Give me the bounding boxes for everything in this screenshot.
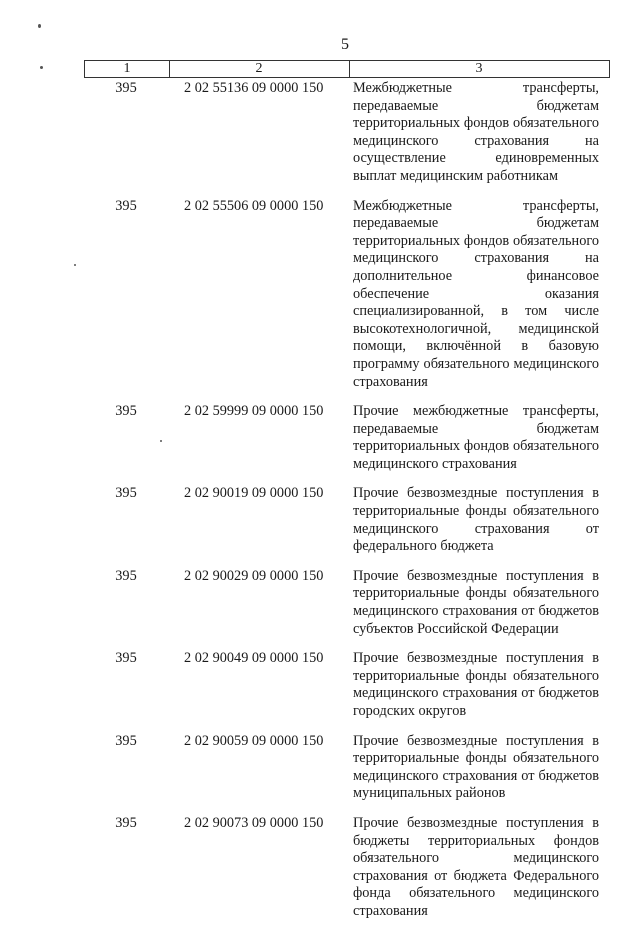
admin-code: 395: [115, 197, 137, 214]
table-row: [84, 80, 608, 186]
header-col-2: 2: [255, 61, 263, 76]
budget-classification-code: 2 02 90059 09 0000 150: [184, 732, 324, 749]
revenue-name: Прочие безвозмездные поступления в бюджеты территориальных фондов обязательного медицинского страхования от бюджета Федерального фонда обязательного медицинского страхования: [353, 814, 599, 919]
admin-code: 395: [115, 567, 137, 584]
revenue-name: Межбюджетные трансферты, передаваемые бюджетам территориальных фондов обязательного медицинского страхования на осуществление единовременных выплат медицинским работникам: [353, 80, 599, 184]
budget-classification-code: 2 02 90049 09 0000 150: [184, 650, 324, 667]
header-col-1: 1: [123, 61, 131, 76]
table-row: [84, 485, 608, 555]
revenue-name: Прочие безвозмездные поступления в территориальные фонды обязательного медицинского страхования от бюджетов субъектов Российской Федерации: [353, 567, 599, 637]
admin-code: 395: [115, 403, 137, 420]
table-row: [84, 733, 608, 803]
table-body: [84, 80, 608, 933]
budget-classification-code: 2 02 55136 09 0000 150: [184, 80, 324, 96]
table-row: [84, 198, 608, 392]
scan-speck: [40, 66, 43, 69]
admin-code: 395: [115, 485, 137, 502]
scan-speck: [38, 24, 41, 28]
table-row: [84, 403, 608, 473]
table-header-row: [84, 60, 610, 78]
revenue-name: Прочие безвозмездные поступления в территориальные фонды обязательного медицинского страхования от бюджетов муниципальных районов: [353, 732, 599, 802]
budget-classification-code: 2 02 90029 09 0000 150: [184, 567, 324, 584]
admin-code: 395: [115, 814, 137, 831]
budget-classification-code: 2 02 59999 09 0000 150: [184, 403, 324, 420]
budget-classification-code: 2 02 90019 09 0000 150: [184, 485, 324, 502]
revenue-name: Прочие межбюджетные трансферты, передаваемые бюджетам территориальных фондов обязательного медицинского страхования: [353, 403, 599, 472]
scan-speck: [160, 440, 162, 442]
page-number: 5: [341, 36, 349, 53]
admin-code: 395: [115, 80, 137, 96]
revenue-name: Прочие безвозмездные поступления в территориальные фонды обязательного медицинского страхования от федерального бюджета: [353, 485, 599, 555]
budget-classification-code: 2 02 90073 09 0000 150: [184, 814, 324, 831]
admin-code: 395: [115, 650, 137, 667]
revenue-name: Прочие безвозмездные поступления в территориальные фонды обязательного медицинского страхования от бюджетов городских округов: [353, 650, 599, 719]
revenue-name: Межбюджетные трансферты, передаваемые бюджетам территориальных фондов обязательного медицинского страхования на дополнительное финансовое обеспечение оказания специализированной, в том числе высокотехнологичной, медицинской помощи, включённой в базовую программу обязательного медицинского страхования: [353, 197, 599, 390]
budget-classification-code: 2 02 55506 09 0000 150: [184, 197, 324, 214]
table-row: [84, 650, 608, 720]
header-col-3: 3: [475, 61, 483, 76]
admin-code: 395: [115, 732, 137, 749]
table-row: [84, 568, 608, 638]
scan-speck: [74, 264, 76, 266]
